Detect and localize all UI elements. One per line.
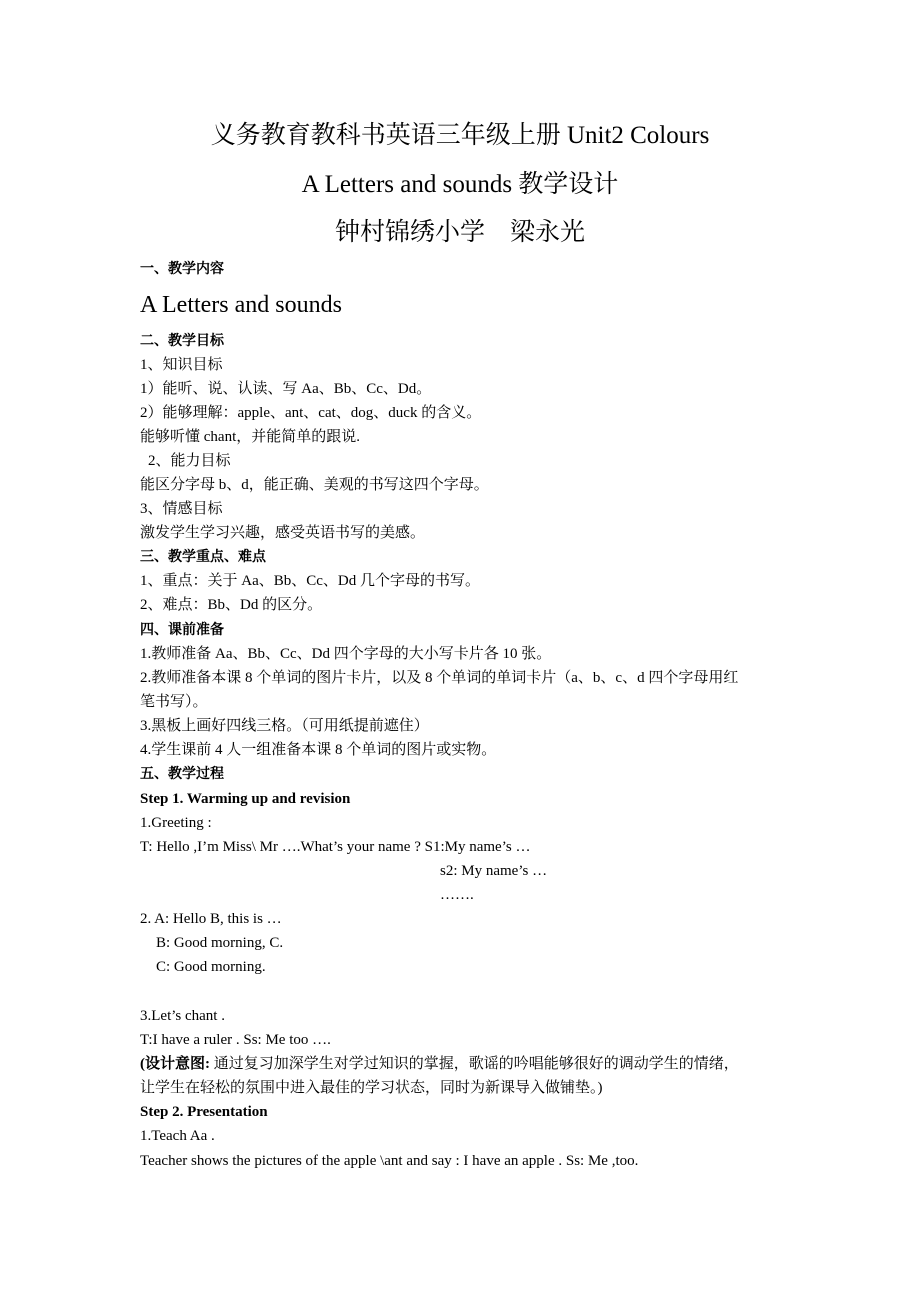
objective-item: 1）能听、说、认读、写 Aa、Bb、Cc、Dd。 [140,381,432,397]
section-heading-objectives: 二、教学目标 [140,333,224,349]
section-heading-process: 五、教学过程 [140,766,224,782]
section-content-text: A Letters and sounds [140,292,342,318]
design-intent-line1 [140,1054,739,1074]
document-subtitle: A Letters and sounds 教学设计 [301,171,619,198]
preparation-item: 2.教师准备本课 8 个单词的图片卡片，以及 8 个单词的单词卡片（a、b、c、d 四个字母用红 [140,670,739,686]
dialog-line-a: 2. A: Hello B, this is … [140,911,282,927]
document-title: 义务教育教科书英语三年级上册 Unit2 Colours [210,122,710,149]
objective-emotion-title: 3、情感目标 [140,501,223,517]
greeting-ellipsis: ……. [440,887,474,903]
objective-ability-title: 2、能力目标 [148,453,231,469]
document-author: 钟村锦绣小学 梁永光 [334,219,585,246]
chant-line: T:I have a ruler . Ss: Me too …. [140,1032,331,1048]
design-intent-label: (设计意图: [140,1056,210,1072]
dialog-line-c: C: Good morning. [156,959,266,975]
teach-label: 1.Teach Aa . [140,1128,215,1144]
design-intent-text: 通过复习加深学生对学过知识的掌握，歌谣的吟唱能够很好的调动学生的情绪， [210,1056,739,1072]
teach-line: Teacher shows the pictures of the apple \ant and say : I have an apple . Ss: Me ,too. [140,1153,639,1169]
keypoint-item: 2、难点：Bb、Dd 的区分。 [140,597,323,613]
preparation-item: 3.黑板上画好四线三格。（可用纸提前遮住） [140,718,429,734]
chant-label: 3.Let’s chant . [140,1008,225,1024]
section-heading-content: 一、教学内容 [140,261,224,277]
preparation-item: 1.教师准备 Aa、Bb、Cc、Dd 四个字母的大小写卡片各 10 张。 [140,646,552,662]
section-heading-preparation: 四、课前准备 [140,622,224,638]
design-intent-line2: 让学生在轻松的氛围中进入最佳的学习状态，同时为新课导入做铺垫。) [140,1080,603,1096]
objective-item: 能够听懂 chant，并能简单的跟说. [140,429,360,445]
greeting-teacher-line: T: Hello ,I’m Miss\ Mr ….What’s your name ? S1:My name’s … [140,839,531,855]
objective-knowledge-title: 1、知识目标 [140,357,223,373]
dialog-line-b: B: Good morning, C. [156,935,284,951]
keypoint-item: 1、重点：关于 Aa、Bb、Cc、Dd 几个字母的书写。 [140,573,480,589]
preparation-item: 4.学生课前 4 人一组准备本课 8 个单词的图片或实物。 [140,742,497,758]
greeting-student2-line: s2: My name’s … [440,863,548,879]
step2-heading: Step 2. Presentation [140,1104,268,1120]
greeting-label: 1.Greeting : [140,815,212,831]
step1-heading: Step 1. Warming up and revision [140,791,351,807]
section-heading-keypoints: 三、教学重点、难点 [140,549,266,565]
objective-item: 能区分字母 b、d，能正确、美观的书写这四个字母。 [140,477,489,493]
preparation-item-continued: 笔书写）。 [140,694,208,710]
objective-item: 2）能够理解：apple、ant、cat、dog、duck 的含义。 [140,405,482,421]
objective-item: 激发学生学习兴趣，感受英语书写的美感。 [140,525,426,541]
